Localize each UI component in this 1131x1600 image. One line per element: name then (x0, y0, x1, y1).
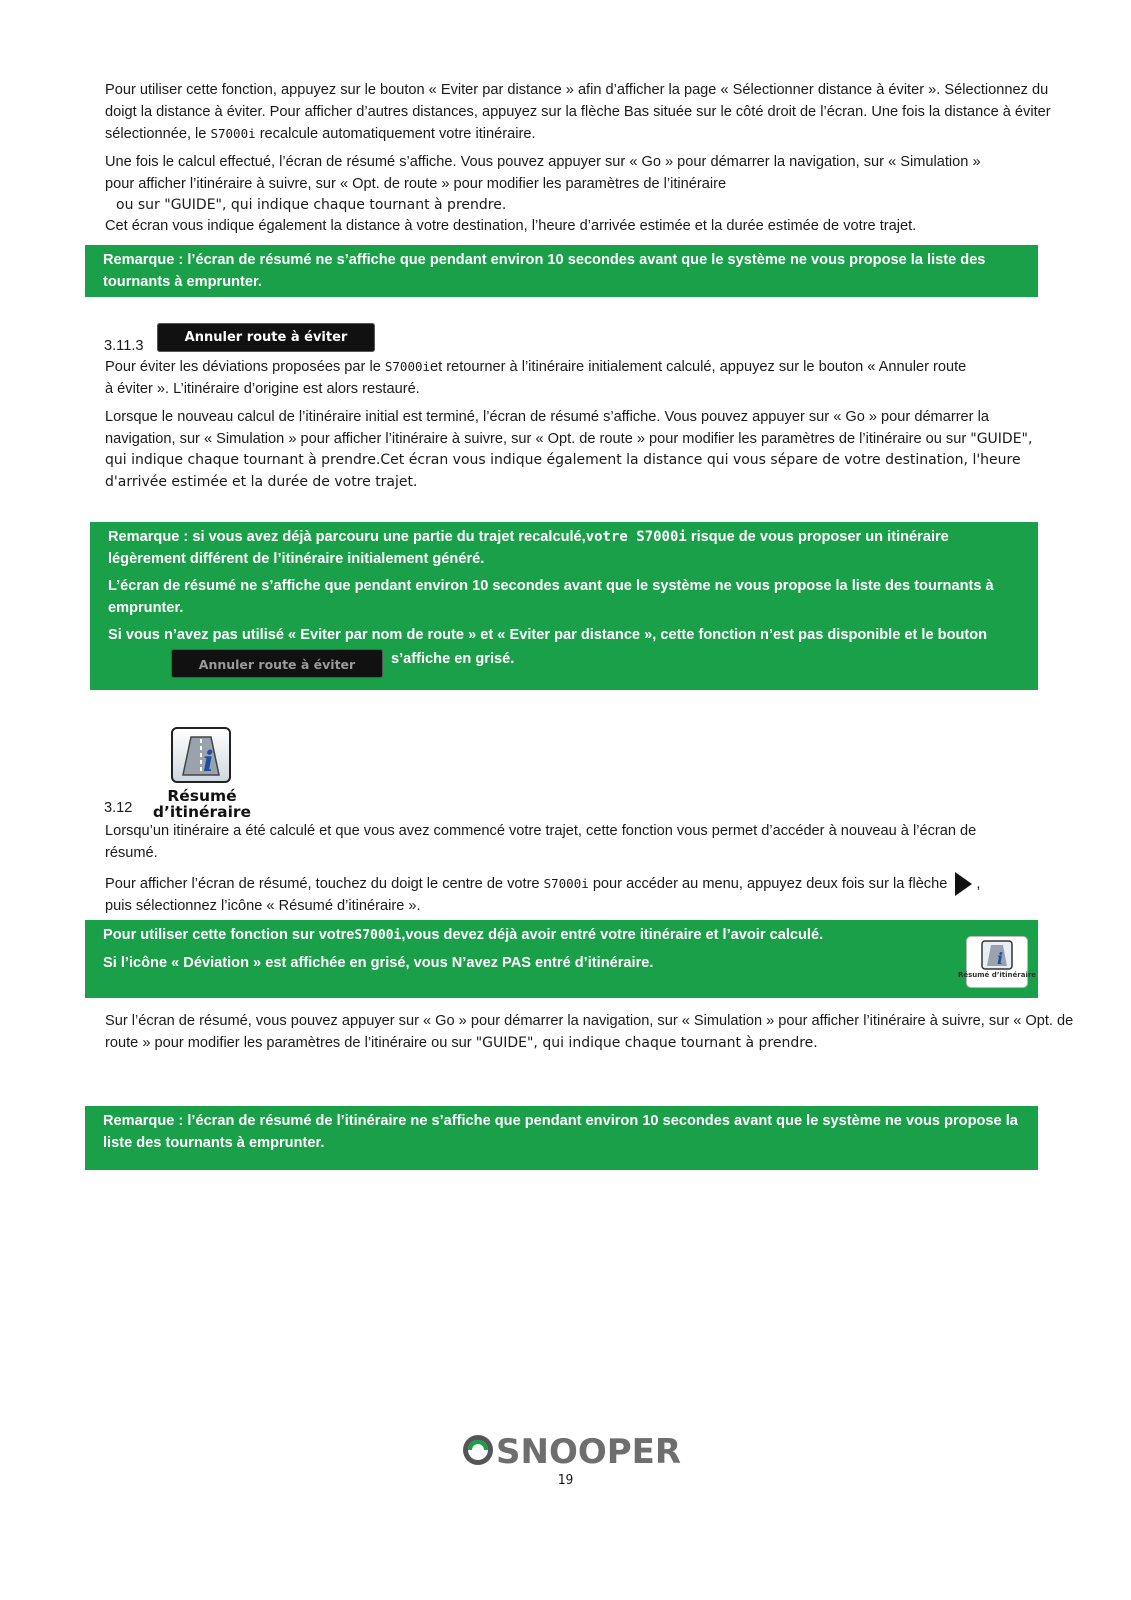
note-summary-duration: Remarque : l’écran de résumé ne s’affiche que pendant environ 10 secondes avant que le système ne vous propose la liste des tournants à emprunter. (85, 245, 1038, 297)
guide-line: ou sur "GUIDE", qui indique chaque tournant à prendre. (116, 197, 507, 213)
cancel-avoid-route-button-disabled: Annuler route à éviter (171, 649, 383, 678)
greyed-text: s’affiche en grisé. (391, 651, 515, 667)
cancel-avoid-paragraph: Pour éviter les déviations proposées par le S7000iet retourner à l’itinéraire initialement calculé, appuyez sur le bouton « Annuler route à éviter ». L’itinéraire d’origine est alors restauré. (105, 359, 967, 397)
distance-line: Cet écran vous indique également la distance à votre destination, l’heure d’arrivée estimée et la durée estimée de votre trajet. (105, 218, 917, 234)
note-recalculated-route: Remarque : si vous avez déjà parcouru une partie du trajet recalculé,votre S7000i risque de vous proposer un itinéraire légèrement différent de l’itinéraire initialement généré. L’écran de résumé ne s’affiche que pendant environ 10 secondes avant que le système ne vous propose la liste des tournants à emprunter. Si vous n’avez pas utilisé « Eviter par nom de route » et « Eviter par distance », cette fonction n’est pas disponible et le bouton (90, 522, 1038, 690)
svg-text:i: i (203, 745, 214, 778)
section-number: 3.11.3 (104, 338, 144, 354)
snooper-logo (460, 1428, 682, 1472)
svg-text:i: i (997, 949, 1004, 968)
route-summary-label: Résumé d’itinéraire (152, 787, 252, 821)
summary-howto-paragraph: Pour afficher l’écran de résumé, touchez du doigt le centre de votre S7000i pour accéder au menu, appuyez deux fois sur la flèche , puis sélectionnez l’icône « Résumé d’itinéraire ». (105, 872, 1005, 918)
note-route-required: Pour utiliser cette fonction sur votreS7000i,vous devez déjà avoir entré votre itinéraire et l’avoir calculé. Si l’icône « Déviation » est affichée en grisé, vous N’avez PAS entré d’itinéraire. (85, 920, 1038, 998)
final-summary-paragraph: Sur l’écran de résumé, vous pouvez appuyer sur « Go » pour démarrer la navigation, sur « Simulation » pour afficher l’itinéraire à suivre, sur « Opt. de route » pour modifier les paramètres de l’itinéraire ou sur "GUIDE", qui indique chaque tournant à prendre. (105, 1013, 1074, 1051)
small-icon-label: Résumé d’itinéraire (957, 971, 1037, 979)
route-summary-icon-small (957, 936, 1037, 988)
summary-access-paragraph: Lorsqu’un itinéraire a été calculé et que vous avez commencé votre trajet, cette fonction vous permet d’accéder à nouveau à l’écran de résumé. (105, 823, 977, 861)
right-arrow-icon (955, 872, 972, 896)
intro-paragraph: Pour utiliser cette fonction, appuyez sur le bouton « Eviter par distance » afin d’afficher la page « Sélectionner distance à éviter ». Sélectionnez du doigt la distance à éviter. Pour afficher d’autres distances, appuyez sur la flèche Bas située sur le côté droit de l’écran. Une fois la distance à éviter sélectionnée, le S7000i recalcule automatiquement votre itinéraire. (105, 82, 1051, 142)
route-summary-icon[interactable] (171, 727, 231, 783)
note-summary-duration-2: Remarque : l’écran de résumé de l’itinéraire ne s’affiche que pendant environ 10 secondes avant que le système ne vous propose la liste des tournants à emprunter. (85, 1106, 1038, 1170)
summary-paragraph: Une fois le calcul effectué, l’écran de résumé s’affiche. Vous pouvez appuyer sur « Go » pour démarrer la navigation, sur « Simulation » pour afficher l’itinéraire à suivre, sur « Opt. de route » pour modifier les paramètres de l’itinéraire (105, 154, 981, 192)
section-number-312: 3.12 (104, 800, 133, 816)
cancel-avoid-route-button[interactable]: Annuler route à éviter (157, 323, 375, 352)
recalc-paragraph: Lorsque le nouveau calcul de l’itinéraire initial est terminé, l’écran de résumé s’affiche. Vous pouvez appuyer sur « Go » pour démarrer la navigation, sur « Simulation » pour afficher l’itinéraire à suivre, sur « Opt. de route » pour modifier les paramètres de l’itinéraire ou sur "GUIDE", qui indique chaque tournant à prendre.Cet écran vous indique également la distance qui vous sépare de votre destination, l'heure d'arrivée estimée et la durée de votre trajet. (105, 409, 1033, 490)
svg-text:SNOOPER: SNOOPER (496, 1432, 682, 1472)
page-number: 19 (557, 1473, 574, 1488)
